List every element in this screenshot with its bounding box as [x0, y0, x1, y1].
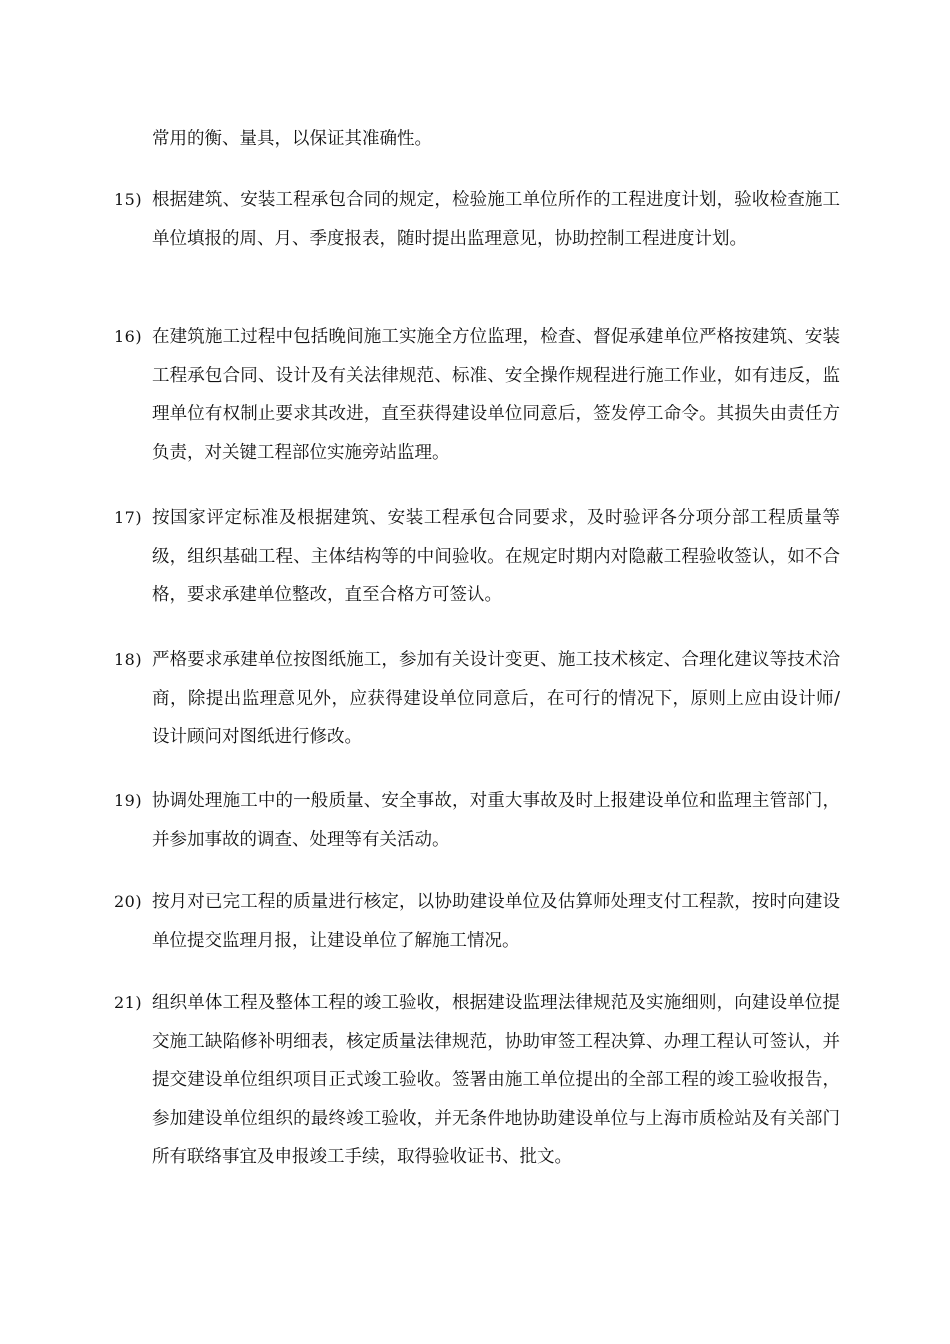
list-item-18 — [114, 641, 842, 757]
continuation-paragraph: 常用的衡、量具，以保证其准确性。 — [152, 129, 432, 149]
item-number: 17) — [114, 508, 143, 527]
item-text: 根据建筑、安装工程承包合同的规定，检验施工单位所作的工程进度计划，验收检查施工单位填报的周、月、季度报表，随时提出监理意见，协助控制工程进度计划。 — [152, 190, 840, 249]
item-text: 按月对已完工程的质量进行核定，以协助建设单位及估算师处理支付工程款，按时向建设单位提交监理月报，让建设单位了解施工情况。 — [152, 892, 840, 951]
item-text: 在建筑施工过程中包括晚间施工实施全方位监理，检查、督促承建单位严格按建筑、安装工程承包合同、设计及有关法律规范、标准、安全操作规程进行施工作业，如有违反，监理单位有权制止要求其改进，直至获得建设单位同意后，签发停工命令。其损失由责任方负责，对关键工程部位实施旁站监理。 — [152, 327, 840, 463]
list-item-19 — [114, 782, 842, 859]
item-text: 协调处理施工中的一般质量、安全事故，对重大事故及时上报建设单位和监理主管部门，并参加事故的调查、处理等有关活动。 — [152, 791, 840, 850]
item-number: 21) — [114, 993, 143, 1012]
list-item-20 — [114, 883, 842, 960]
item-text: 严格要求承建单位按图纸施工，参加有关设计变更、施工技术核定、合理化建议等技术洽商，除提出监理意见外，应获得建设单位同意后，在可行的情况下，原则上应由设计师/设计顾问对图纸进行修改。 — [152, 650, 840, 747]
list-item-15 — [114, 181, 842, 258]
item-number: 18) — [114, 650, 143, 669]
item-number: 16) — [114, 327, 143, 346]
item-number: 20) — [114, 892, 143, 911]
item-number: 19) — [114, 791, 143, 810]
list-item-16 — [114, 318, 842, 472]
item-text: 按国家评定标准及根据建筑、安装工程承包合同要求，及时验评各分项分部工程质量等级，组织基础工程、主体结构等的中间验收。在规定时期内对隐蔽工程验收签认，如不合格，要求承建单位整改，直至合格方可签认。 — [152, 508, 840, 605]
list-item-21 — [114, 984, 842, 1177]
item-number: 15) — [114, 190, 143, 209]
item-text: 组织单体工程及整体工程的竣工验收，根据建设监理法律规范及实施细则，向建设单位提交施工缺陷修补明细表，核定质量法律规范，协助审签工程决算、办理工程认可签认，并提交建设单位组织项目正式竣工验收。签署由施工单位提出的全部工程的竣工验收报告，参加建设单位组织的最终竣工验收，并无条件地协助建设单位与上海市质检站及有关部门所有联络事宜及申报竣工手续，取得验收证书、批文。 — [152, 993, 840, 1167]
list-item-17 — [114, 499, 842, 615]
